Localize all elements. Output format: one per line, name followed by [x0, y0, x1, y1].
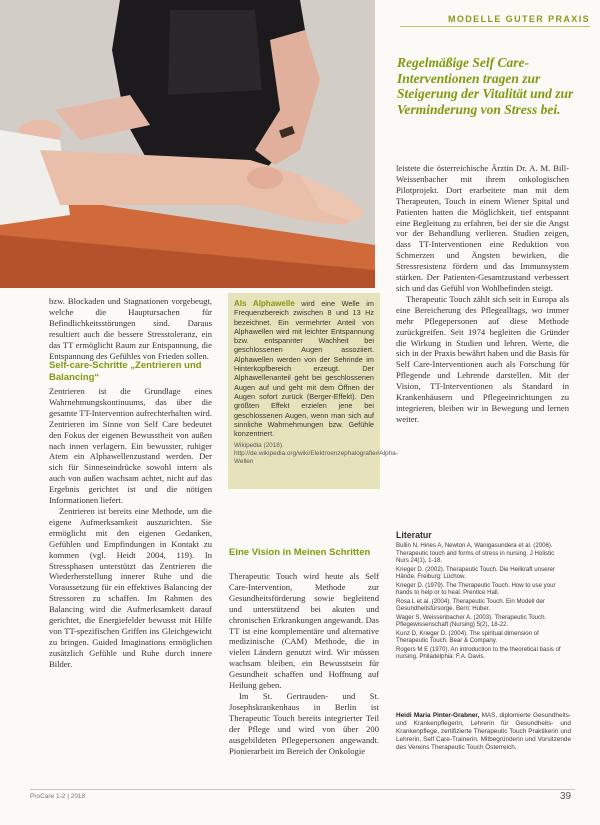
author-bio — [396, 712, 571, 752]
right-paragraph-1: leistete die österreichische Ärztin Dr. A. M. Bill-Weissenbacher mit ihrem onkologischen Pilotprojekt. Dort erarbeitete man mit dem Therapeuten, Touch in einem Wiener Spital und Patienten hatten die Möglichkeit, tief entspannt eine Begleitung zu erfahren, bei der sie die Angst vor der Behandlung verlieren. Studien zeigen, dass TT-Interventionen eine Reduktion von Schmerzen und Ängsten bewirken, die Stressresistenz fördern und das Immunsystem stärken. Der Patienten-Gesamtzustand verbessert sich und das Gefühl von Wohlbefinden steigt. — [396, 163, 569, 293]
literature-entry: Wager S, Weissenbacher A. (2003). Therapeutic Touch. Pflegewissenschaft (Nursing) 5(2), 18-22. — [396, 613, 547, 628]
middle-subheading: Eine Vision in Meinen Schritten — [229, 547, 371, 558]
literature-list — [396, 542, 568, 662]
literature-entry: Rosa L et al. (2004). Therapeutic Touch. Ein Modell der Gesundheitsfürsorge. Bern: Huber. — [396, 597, 545, 612]
therapeutic-touch-photo — [0, 0, 375, 288]
literature-entry: Bullin N, Hines A, Newton A, Wanigasundera et al. (2006). Therapeutic touch and forms of stress in nursing. J Holistic Nurs 24(1), 1-18. — [396, 542, 555, 564]
literature-entry: Rogers M E (1970). An introduction to the theoretical basis of nursing. Philadelphia: F.A. Davis. — [396, 645, 561, 660]
info-box-highlight: Als Alphawelle — [234, 299, 295, 308]
literature-heading: Literatur — [396, 530, 432, 540]
page-number: 39 — [560, 791, 572, 802]
left-column-intro — [49, 296, 212, 361]
section-divider — [400, 26, 590, 27]
footer-divider — [30, 789, 575, 790]
pull-quote: Regelmäßige Self Care-Interventionen tragen zur Steigerung der Vitalität und zur Verminderung von Stress bei. — [397, 55, 574, 117]
left-column-body — [49, 386, 212, 670]
author-description: MAS, diplomierte Gesundheits- und Krankenpflegerin, Lehrerin für Gesundheits- und Krankenpflege, zertifizierte Therapeutic Touch Praktikerin und Lehrerin, Self Care-Trainerin. Mitbegründerin und Vorsitzende des Vereins Therapeutic Touch Österreich. — [396, 712, 571, 751]
left-subheading: Self-care-Schritte „Zentrieren und Balancing“ — [49, 360, 202, 383]
literature-entry: Kunz D, Krieger D. (2004). The spiritual dimension of Therapeutic Touch. Bear & Company. — [396, 629, 539, 644]
left-paragraph-1: Zentrieren ist die Grundlage eines Wahrnehmungskontinuums, das über die gesamte TT-Intervention aufrechterhalten wird. Zentrieren im Sinne von Self Care bedeutet den Fokus der eigenen Bewusstheit von außen nach innen verlagern. Ein bewusster, ruhiger Atem ein Alphawellenzustand werden. Der sich für Sinneseindrücke sowohl intern als auch von außen wachsam achtet, nicht auf das Ergebnis gerichtet ist und die nötigen Informationen liefert. — [49, 386, 212, 506]
literature-entry: Krieger D. (1979). The Therapeutic Touch. How to use your hands to help or to heal. Prentice Hall. — [396, 581, 556, 596]
info-box-text — [234, 299, 374, 438]
left-paragraph-2: Zentrieren ist bereits eine Methode, um die eigene Aufmerksamkeit auszurichten. Sie ermöglicht mit den eigenen Gedanken, Gefühlen und Empfindungen in Kontakt zu kommen (vgl. Heidt 2004, 119). In Stressphasen unterstützt das Zentrieren die Wiederherstellung innerer Ruhe und die Voraussetzung für ein effektives Balancing der Stressoren zu schaffen. Im Rahmen des Balancing wird die Aufmerksamkeit darauf gerichtet, die Energiefelder bewusst mit Hilfe von TT-spezifischen Griffen ins Gleichgewicht zu bringen. Guided Imaginations ermöglichen zusätzlich Gefühle und Ruhe durch innere Bilder. — [49, 505, 212, 669]
section-tag: MODELLE GUTER PRAXIS — [447, 14, 590, 24]
info-box-body: wird eine Welle im Frequenzbereich zwischen 8 und 13 Hz bezeichnet. Ein vermehrter Anteil von Alphawellen wird mit leichter Entspannung bzw. entspannter Wachheit bei geschlossenen Augen assoziiert. Alphawellen werden von der Sehrinde im Hinterkopfbereich erzeugt. Der Alphawellenanteil geht bei geschlossenen Augen auf und geht mit dem Öffnen der Augen sofort zurück (Berger-Effekt). Den größten Effekt erzielen jene bei geschlossenen Augen, wenn man sich auf sinnliche Wahrnehmungen bzw. Gefühle konzentriert. — [234, 299, 374, 439]
middle-paragraph-2: Im St. Gertrauden- und St. Josephskrankenhaus in Berlin ist Therapeutic Touch bereits integrierter Teil der Pflege und wird von über 200 ausgebildeten Pflegepersonen angewandt. Pionierarbeit im Bereich der Onkologie — [229, 690, 379, 756]
right-column-body — [396, 163, 569, 425]
right-paragraph-2: Therapeutic Touch zählt sich seit in Europa als eine Bereicherung des Pflegealltags, wo immer mehr Pflegepersonen auf diese Methode zurückgreifen. Seit 1974 begleiten die Gründer die Wirkung in Studien und lehren. Werte, die sich in der Praxis bewährt haben und die Basis für Self Care-Interventionen auch als Forschung für Pflegende und Lehrende darstellen. Mit der Vision, TT-Interventionen als Standard in Krankenhäusern und Pflegeeinrichtungen zu integrieren, bleiben wir in Bewegung und lernen weiter. — [396, 293, 569, 424]
author-name: Heidi Maria Pinter-Grabner, — [396, 712, 480, 719]
header-photo — [0, 0, 375, 288]
middle-paragraph-1: Therapeutic Touch wird heute als Self Care-Intervention, Methode zur Gesundheitsförderung sowie begleitend und unterstützend bei akuten und chronischen Erkrankungen angewandt. Das TT ist eine komplementäre und alternative medizinische (CAM) Methode, die in vielen Ländern genutzt wird. Wir müssen wachsam bleiben, ein Bewusstsein für Gesundheit schaffen und Hoffnung auf Heilung geben. — [229, 571, 379, 691]
literature-entry: Krieger D. (2002). Therapeutic Touch. Die Heilkraft unserer Hände. Freiburg: Lüchow. — [396, 565, 555, 580]
left-intro-paragraph: bzw. Blockaden und Stagnationen vorgebeugt, welche die Hauptursachen für Befindlichkeitsstörungen sind. Daraus resultiert auch die bessere Stresstoleranz, ein das TT ermöglicht Raum zur Entspannung, die Entspannung des Gefühles von Frieden sollen. — [49, 296, 212, 361]
middle-column-body — [229, 571, 379, 756]
footer-journal: ProCare 1-2 | 2018 — [30, 793, 86, 800]
alpha-wave-info-box — [228, 293, 398, 489]
info-box-source: Wikipedia (2018). http://de.wikipedia.org/wiki/Elektroenzephalografie#Alpha-Wellen — [234, 442, 398, 466]
